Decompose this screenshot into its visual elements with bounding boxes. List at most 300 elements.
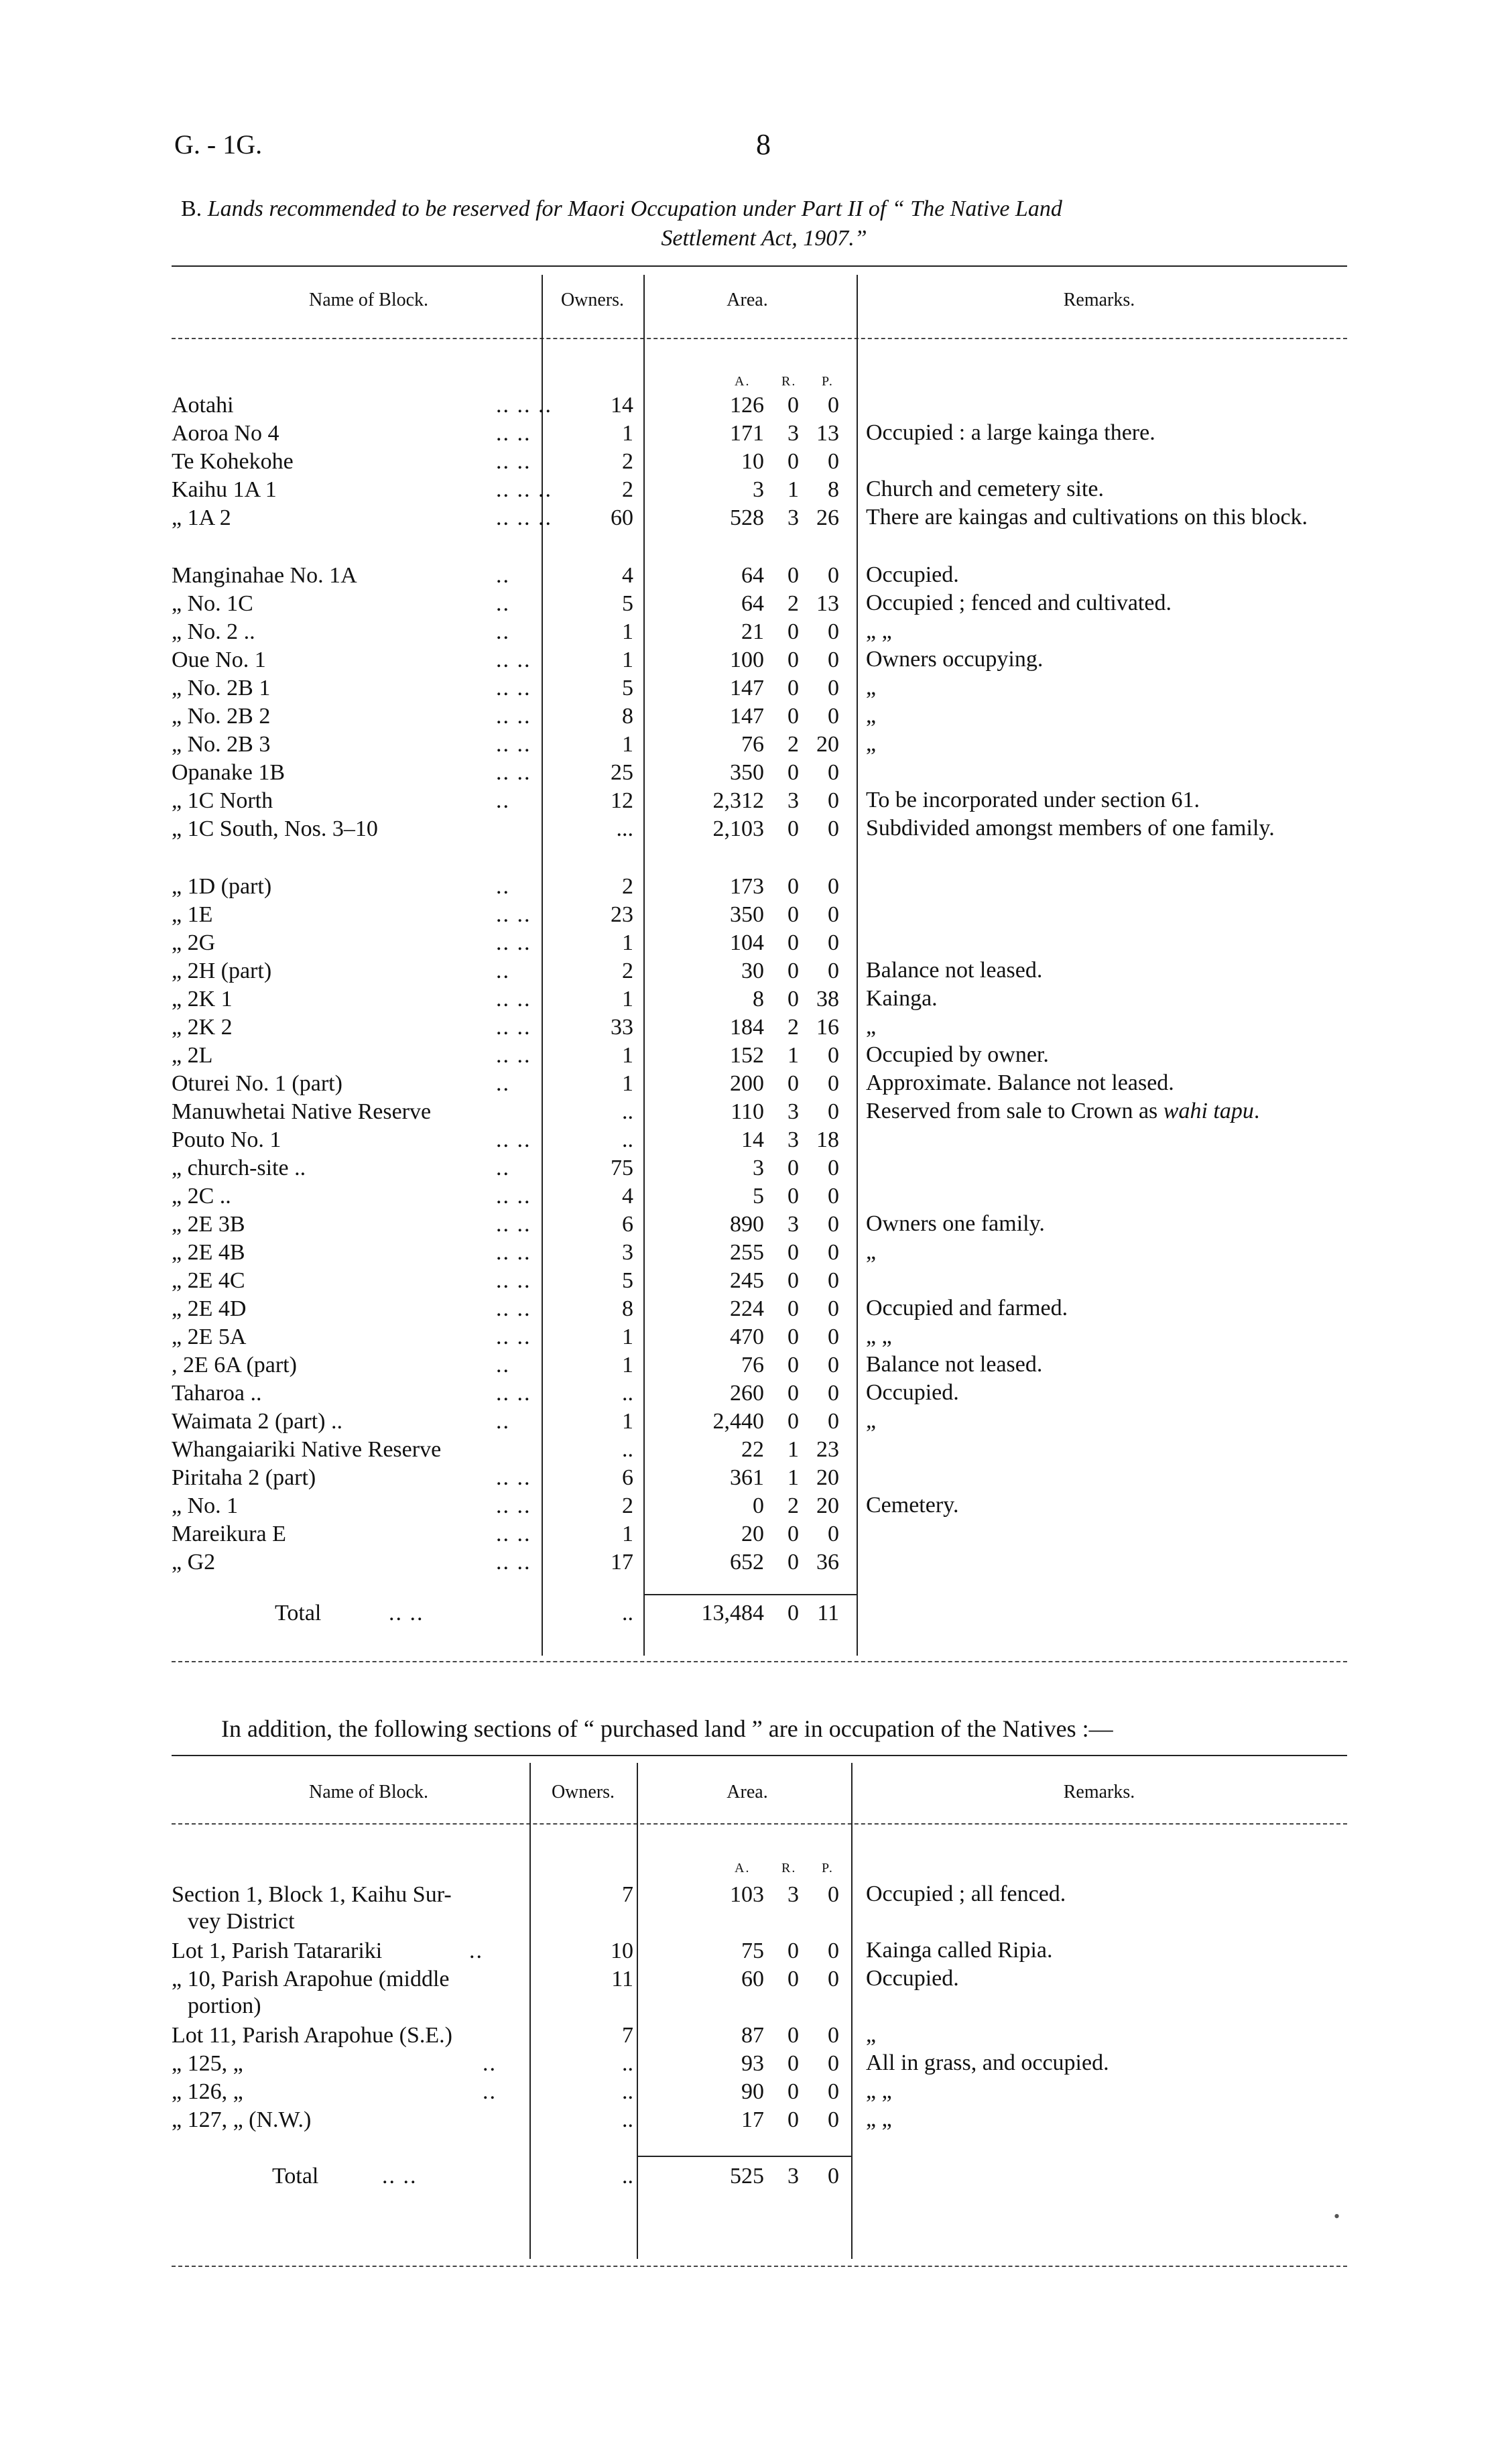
remarks-cell: „ bbox=[866, 675, 877, 700]
block-name: „ church-site .. bbox=[172, 1156, 306, 1180]
block-name: Whangaiariki Native Reserve bbox=[172, 1437, 442, 1462]
table-row bbox=[0, 1070, 1512, 1098]
area-acres: 21 bbox=[741, 619, 764, 644]
block-name: „ 2E 3B bbox=[172, 1212, 245, 1237]
remarks-cell: Occupied. bbox=[866, 1966, 959, 1991]
area-roods: 0 bbox=[788, 704, 799, 729]
block-name: „ 2K 2 bbox=[172, 1015, 233, 1040]
table2-bottom-rule bbox=[172, 2266, 1347, 2267]
area-acres: 5 bbox=[753, 1184, 764, 1209]
area-roods: 3 bbox=[788, 505, 799, 530]
area-roods: 3 bbox=[788, 1099, 799, 1124]
area-perches: 0 bbox=[828, 2107, 839, 2132]
remarks-cell: Kainga called Ripia. bbox=[866, 1938, 1053, 1963]
area-roods: 0 bbox=[788, 2107, 799, 2132]
total-roods: 0 bbox=[788, 1601, 799, 1625]
area-roods: 0 bbox=[788, 449, 799, 474]
area-roods: 0 bbox=[788, 1938, 799, 1963]
owners-cell: .. bbox=[622, 2051, 633, 2076]
area-perches: 26 bbox=[816, 505, 839, 530]
owners-cell: 1 bbox=[622, 1522, 633, 1546]
area-roods: 1 bbox=[788, 477, 799, 502]
leader-dots: .. .. bbox=[496, 1325, 531, 1349]
area-roods: 2 bbox=[788, 732, 799, 757]
remarks-cell: „ bbox=[866, 2022, 877, 2047]
area-acres: 76 bbox=[741, 1353, 764, 1377]
area-acres: 200 bbox=[730, 1071, 764, 1096]
remarks-cell: „ „ bbox=[866, 1324, 892, 1349]
area-acres: 22 bbox=[741, 1437, 764, 1462]
area-acres: 30 bbox=[741, 959, 764, 983]
area-perches: 0 bbox=[828, 1240, 839, 1265]
block-name-continuation: portion) bbox=[188, 1993, 261, 2018]
caption-text-line2: Settlement Act, 1907.” bbox=[661, 226, 867, 251]
block-name: „ 1E bbox=[172, 902, 213, 927]
area-roods: 0 bbox=[788, 563, 799, 588]
table2-col-name: Name of Block. bbox=[308, 1782, 429, 1802]
table-row bbox=[0, 1965, 1512, 2018]
block-name: , 2E 6A (part) bbox=[172, 1353, 297, 1377]
area-roods: 0 bbox=[788, 648, 799, 672]
owners-cell: 11 bbox=[611, 1967, 633, 1991]
leader-dots: .. .. bbox=[496, 760, 531, 785]
table-row bbox=[0, 957, 1512, 985]
area-roods: 0 bbox=[788, 1967, 799, 1991]
area-perches: 0 bbox=[828, 1071, 839, 1096]
table1-col-owners: Owners. bbox=[560, 290, 625, 310]
area-acres: 184 bbox=[730, 1015, 764, 1040]
leader-dots: .. .. bbox=[496, 1381, 531, 1406]
leader-dots: .. .. .. bbox=[496, 477, 552, 502]
area-roods: 1 bbox=[788, 1465, 799, 1490]
area-perches: 0 bbox=[828, 874, 839, 899]
area-roods: 0 bbox=[788, 959, 799, 983]
remarks-cell: Occupied : a large kainga there. bbox=[866, 420, 1155, 445]
remarks-cell: Balance not leased. bbox=[866, 1352, 1043, 1377]
area-acres: 20 bbox=[741, 1522, 764, 1546]
block-name: „ No. 1C bbox=[172, 591, 253, 616]
area-acres: 3 bbox=[753, 1156, 764, 1180]
owners-cell: 10 bbox=[611, 1938, 633, 1963]
area-roods: 0 bbox=[788, 393, 799, 418]
area-perches: 0 bbox=[828, 1353, 839, 1377]
remarks-cell: Approximate. Balance not leased. bbox=[866, 1070, 1174, 1095]
table-row bbox=[0, 929, 1512, 957]
block-name: Aotahi bbox=[172, 393, 234, 418]
area-roods: 3 bbox=[788, 1212, 799, 1237]
area-acres: 60 bbox=[741, 1967, 764, 1991]
table1-col-area: Area. bbox=[727, 290, 768, 310]
table-row bbox=[0, 1098, 1512, 1126]
table-row bbox=[0, 2106, 1512, 2134]
remarks-cell: Occupied and farmed. bbox=[866, 1296, 1068, 1320]
table-row bbox=[0, 2022, 1512, 2050]
area-acres: 361 bbox=[730, 1465, 764, 1490]
table-row bbox=[0, 1013, 1512, 1042]
area-perches: 0 bbox=[828, 816, 839, 841]
total-label: Total bbox=[272, 2164, 319, 2189]
remarks-cell: Balance not leased. bbox=[866, 958, 1043, 983]
table-row bbox=[0, 646, 1512, 674]
owners-cell: 6 bbox=[622, 1465, 633, 1490]
table1-total-rule bbox=[645, 1594, 857, 1595]
owners-cell: 1 bbox=[622, 987, 633, 1011]
owners-cell: 7 bbox=[622, 2023, 633, 2048]
area-perches: 36 bbox=[816, 1550, 839, 1575]
remarks-cell: Occupied by owner. bbox=[866, 1042, 1049, 1067]
block-name: Piritaha 2 (part) bbox=[172, 1465, 316, 1490]
owners-cell: .. bbox=[622, 1099, 633, 1124]
area-perches: 0 bbox=[828, 1381, 839, 1406]
table1-header-rule bbox=[172, 338, 1347, 339]
area-roods: 0 bbox=[788, 1522, 799, 1546]
area-acres: 528 bbox=[730, 505, 764, 530]
area-roods: 3 bbox=[788, 421, 799, 446]
area-perches: 0 bbox=[828, 393, 839, 418]
block-name: „ 2C .. bbox=[172, 1184, 231, 1209]
area-perches: 0 bbox=[828, 1296, 839, 1321]
area-acres: 76 bbox=[741, 732, 764, 757]
leader-dots: .. .. bbox=[496, 449, 531, 474]
table-row bbox=[0, 476, 1512, 504]
area-roods: 0 bbox=[788, 1184, 799, 1209]
table-row bbox=[0, 391, 1512, 420]
block-name: „ 126, „ bbox=[172, 2079, 243, 2104]
leader-dots: .. .. bbox=[496, 421, 531, 446]
area-acres: 93 bbox=[741, 2051, 764, 2076]
area-roods: 0 bbox=[788, 816, 799, 841]
block-name: Taharoa .. bbox=[172, 1381, 262, 1406]
table-row bbox=[0, 618, 1512, 646]
area-acres: 90 bbox=[741, 2079, 764, 2104]
leader-dots: .. .. bbox=[496, 676, 531, 700]
total-acres: 13,484 bbox=[701, 1601, 764, 1625]
area-perches: 0 bbox=[828, 788, 839, 813]
leader-dots: .. .. bbox=[496, 1184, 531, 1209]
owners-cell: 1 bbox=[622, 732, 633, 757]
area-roods: 1 bbox=[788, 1437, 799, 1462]
owners-cell: 2 bbox=[622, 1493, 633, 1518]
block-name: „ 2E 4C bbox=[172, 1268, 245, 1293]
area-perches: 0 bbox=[828, 676, 839, 700]
area-acres: 126 bbox=[730, 393, 764, 418]
leader-dots: .. bbox=[496, 591, 510, 616]
remarks-cell: Church and cemetery site. bbox=[866, 477, 1104, 501]
area-acres: 152 bbox=[730, 1043, 764, 1068]
block-name: Lot 11, Parish Arapohue (S.E.) bbox=[172, 2023, 452, 2048]
intro-paragraph: In addition, the following sections of “ purchased land ” are in occupation of the Natives :— bbox=[221, 1715, 1113, 1742]
area-acres: 260 bbox=[730, 1381, 764, 1406]
area-acres: 75 bbox=[741, 1938, 764, 1963]
leader-dots: .. .. bbox=[496, 1465, 531, 1490]
table-row bbox=[0, 1464, 1512, 1492]
remarks-cell: There are kaingas and cultivations on this block. bbox=[866, 505, 1308, 530]
table-row bbox=[0, 787, 1512, 815]
leader-dots: .. .. bbox=[496, 1127, 531, 1152]
block-name: „ 1C North bbox=[172, 788, 273, 813]
area-perches: 0 bbox=[828, 704, 839, 729]
remarks-cell: „ „ bbox=[866, 619, 892, 643]
block-name: Oturei No. 1 (part) bbox=[172, 1071, 342, 1096]
leader-dots: .. bbox=[483, 2051, 497, 2076]
area-perches: 0 bbox=[828, 1184, 839, 1209]
leader-dots: .. .. bbox=[496, 704, 531, 729]
area-perches: 38 bbox=[816, 987, 839, 1011]
table2-col-area: Area. bbox=[727, 1782, 768, 1802]
total-label: Total bbox=[275, 1601, 322, 1625]
block-name: Opanake 1B bbox=[172, 760, 286, 785]
area-perches: 0 bbox=[828, 760, 839, 785]
owners-cell: 3 bbox=[622, 1240, 633, 1265]
table-row bbox=[0, 590, 1512, 618]
unit-acres: A. bbox=[735, 1861, 751, 1875]
table-row bbox=[0, 1042, 1512, 1070]
leader-dots: .. bbox=[496, 788, 510, 813]
area-perches: 0 bbox=[828, 1938, 839, 1963]
block-name: „ 1C South, Nos. 3–10 bbox=[172, 816, 378, 841]
area-roods: 0 bbox=[788, 1409, 799, 1434]
table-row bbox=[0, 985, 1512, 1013]
area-perches: 13 bbox=[816, 421, 839, 446]
area-acres: 100 bbox=[730, 648, 764, 672]
area-roods: 0 bbox=[788, 2079, 799, 2104]
table-row bbox=[0, 1154, 1512, 1182]
area-perches: 20 bbox=[816, 732, 839, 757]
leader-dots: .. .. .. bbox=[496, 393, 552, 418]
table-row bbox=[0, 1126, 1512, 1154]
leader-dots: .. .. bbox=[496, 902, 531, 927]
area-perches: 0 bbox=[828, 648, 839, 672]
block-name: „ 2E 4B bbox=[172, 1240, 245, 1265]
block-name: Kaihu 1A 1 bbox=[172, 477, 277, 502]
area-roods: 0 bbox=[788, 902, 799, 927]
area-roods: 2 bbox=[788, 591, 799, 616]
owners-cell: 1 bbox=[622, 1043, 633, 1068]
remarks-cell: „ „ bbox=[866, 2079, 892, 2103]
owners-cell: 1 bbox=[622, 619, 633, 644]
block-name: Aoroa No 4 bbox=[172, 421, 279, 446]
area-perches: 0 bbox=[828, 1967, 839, 1991]
unit-roods: R. bbox=[781, 374, 797, 389]
area-roods: 0 bbox=[788, 1296, 799, 1321]
area-perches: 23 bbox=[816, 1437, 839, 1462]
area-perches: 18 bbox=[816, 1127, 839, 1152]
unit-perches: P. bbox=[822, 1861, 834, 1875]
table2-col-remarks: Remarks. bbox=[1063, 1782, 1135, 1802]
area-acres: 147 bbox=[730, 704, 764, 729]
owners-cell: 2 bbox=[622, 477, 633, 502]
area-perches: 0 bbox=[828, 2079, 839, 2104]
table-row bbox=[0, 1379, 1512, 1408]
area-roods: 1 bbox=[788, 1043, 799, 1068]
area-acres: 14 bbox=[741, 1127, 764, 1152]
leader-dots: .. .. bbox=[496, 1015, 531, 1040]
area-acres: 890 bbox=[730, 1212, 764, 1237]
owners-cell: 1 bbox=[622, 1353, 633, 1377]
remarks-cell: Occupied ; fenced and cultivated. bbox=[866, 591, 1172, 615]
table-row bbox=[0, 420, 1512, 448]
owners-cell: 5 bbox=[622, 591, 633, 616]
area-perches: 0 bbox=[828, 1325, 839, 1349]
total-leader-dots: .. .. bbox=[389, 1601, 424, 1625]
leader-dots: .. bbox=[496, 874, 510, 899]
area-perches: 0 bbox=[828, 930, 839, 955]
table-row bbox=[0, 674, 1512, 702]
area-perches: 0 bbox=[828, 1882, 839, 1907]
table2-top-rule bbox=[172, 1755, 1347, 1756]
total-acres: 525 bbox=[730, 2164, 764, 2189]
area-perches: 0 bbox=[828, 1212, 839, 1237]
area-acres: 350 bbox=[730, 902, 764, 927]
leader-dots: .. .. bbox=[496, 1240, 531, 1265]
owners-cell: 8 bbox=[622, 1296, 633, 1321]
table-row bbox=[0, 1492, 1512, 1520]
block-name: Oue No. 1 bbox=[172, 648, 266, 672]
owners-cell: 5 bbox=[622, 676, 633, 700]
owners-cell: 1 bbox=[622, 930, 633, 955]
table-row bbox=[0, 1239, 1512, 1267]
area-acres: 104 bbox=[730, 930, 764, 955]
remarks-cell: Reserved from sale to Crown as wahi tapu. bbox=[866, 1099, 1260, 1123]
area-perches: 0 bbox=[828, 563, 839, 588]
leader-dots: .. .. bbox=[496, 987, 531, 1011]
area-roods: 0 bbox=[788, 2023, 799, 2048]
leader-dots: .. bbox=[496, 1156, 510, 1180]
table-row bbox=[0, 1211, 1512, 1239]
area-acres: 103 bbox=[730, 1882, 764, 1907]
owners-cell: ... bbox=[616, 816, 633, 841]
table-row bbox=[0, 702, 1512, 731]
area-acres: 245 bbox=[730, 1268, 764, 1293]
owners-cell: 23 bbox=[611, 902, 633, 927]
area-acres: 17 bbox=[741, 2107, 764, 2132]
block-name: „ 2E 5A bbox=[172, 1325, 247, 1349]
leader-dots: .. bbox=[469, 1938, 483, 1963]
owners-cell: 33 bbox=[611, 1015, 633, 1040]
block-name: „ 2L bbox=[172, 1043, 213, 1068]
area-acres: 64 bbox=[741, 563, 764, 588]
owners-cell: 5 bbox=[622, 1268, 633, 1293]
area-acres: 652 bbox=[730, 1550, 764, 1575]
owners-cell: 2 bbox=[622, 449, 633, 474]
area-acres: 171 bbox=[730, 421, 764, 446]
area-roods: 0 bbox=[788, 1071, 799, 1096]
remarks-cell: Cemetery. bbox=[866, 1493, 959, 1518]
leader-dots: .. bbox=[496, 1353, 510, 1377]
block-name: „ 1A 2 bbox=[172, 505, 231, 530]
caption-label: B. bbox=[181, 196, 202, 221]
leader-dots: .. bbox=[496, 1071, 510, 1096]
leader-dots: .. .. bbox=[496, 1268, 531, 1293]
area-perches: 0 bbox=[828, 1522, 839, 1546]
area-perches: 16 bbox=[816, 1015, 839, 1040]
block-name: „ 2K 1 bbox=[172, 987, 233, 1011]
area-perches: 20 bbox=[816, 1465, 839, 1490]
table-row bbox=[0, 901, 1512, 929]
table-row bbox=[0, 1295, 1512, 1323]
leader-dots: .. bbox=[483, 2079, 497, 2104]
table-row bbox=[0, 873, 1512, 901]
owners-cell: 1 bbox=[622, 1409, 633, 1434]
area-acres: 470 bbox=[730, 1325, 764, 1349]
remarks-cell: „ bbox=[866, 1408, 877, 1433]
area-perches: 0 bbox=[828, 1043, 839, 1068]
leader-dots: .. .. bbox=[496, 1522, 531, 1546]
table1-total-row bbox=[0, 1599, 1512, 1627]
area-acres: 2,103 bbox=[712, 816, 764, 841]
table2-total-rule bbox=[638, 2156, 851, 2157]
block-name: Te Kohekohe bbox=[172, 449, 294, 474]
table-row bbox=[0, 2078, 1512, 2106]
total-owners: .. bbox=[622, 1601, 633, 1625]
area-roods: 0 bbox=[788, 1268, 799, 1293]
leader-dots: .. bbox=[496, 959, 510, 983]
remarks-cell: „ „ bbox=[866, 2107, 892, 2132]
owners-cell: 1 bbox=[622, 421, 633, 446]
block-name: Manginahae No. 1A bbox=[172, 563, 357, 588]
area-perches: 0 bbox=[828, 902, 839, 927]
table2-total-row bbox=[0, 2162, 1512, 2191]
area-roods: 0 bbox=[788, 676, 799, 700]
remarks-cell: „ bbox=[866, 731, 877, 756]
table1-top-rule bbox=[172, 265, 1347, 267]
area-acres: 147 bbox=[730, 676, 764, 700]
area-acres: 3 bbox=[753, 477, 764, 502]
block-name: Manuwhetai Native Reserve bbox=[172, 1099, 432, 1124]
table-row bbox=[0, 1520, 1512, 1548]
area-perches: 0 bbox=[828, 619, 839, 644]
block-name: Lot 1, Parish Tatarariki bbox=[172, 1938, 383, 1963]
area-acres: 8 bbox=[753, 987, 764, 1011]
block-name: „ No. 2B 1 bbox=[172, 676, 271, 700]
caption-text-line1: Lands recommended to be reserved for Maori Occupation under Part II of “ The Native Land bbox=[207, 196, 1062, 221]
area-acres: 87 bbox=[741, 2023, 764, 2048]
area-perches: 0 bbox=[828, 1156, 839, 1180]
block-name: „ 127, „ (N.W.) bbox=[172, 2107, 312, 2132]
area-perches: 0 bbox=[828, 1099, 839, 1124]
block-name: Mareikura E bbox=[172, 1522, 286, 1546]
table2-header-rule bbox=[172, 1823, 1347, 1825]
owners-cell: 6 bbox=[622, 1212, 633, 1237]
block-name: „ G2 bbox=[172, 1550, 216, 1575]
owners-cell: 2 bbox=[622, 874, 633, 899]
owners-cell: 12 bbox=[611, 788, 633, 813]
owners-cell: 4 bbox=[622, 563, 633, 588]
leader-dots: .. .. bbox=[496, 732, 531, 757]
area-roods: 3 bbox=[788, 1882, 799, 1907]
owners-cell: .. bbox=[622, 1381, 633, 1406]
block-name: „ No. 2 .. bbox=[172, 619, 255, 644]
unit-perches: P. bbox=[822, 374, 834, 389]
leader-dots: .. .. bbox=[496, 648, 531, 672]
document-reference: G. - 1G. bbox=[174, 129, 263, 160]
remarks-cell: Kainga. bbox=[866, 986, 938, 1011]
table-row bbox=[0, 731, 1512, 759]
leader-dots: .. .. bbox=[496, 930, 531, 955]
area-roods: 0 bbox=[788, 1325, 799, 1349]
area-perches: 0 bbox=[828, 959, 839, 983]
owners-cell: 7 bbox=[622, 1882, 633, 1907]
unit-roods: R. bbox=[781, 1861, 797, 1875]
area-roods: 0 bbox=[788, 1381, 799, 1406]
owners-cell: 2 bbox=[622, 959, 633, 983]
area-roods: 0 bbox=[788, 930, 799, 955]
remarks-cell: All in grass, and occupied. bbox=[866, 2050, 1109, 2075]
owners-cell: 17 bbox=[611, 1550, 633, 1575]
table-row bbox=[0, 1937, 1512, 1965]
owners-cell: .. bbox=[622, 1437, 633, 1462]
block-name: „ 1D (part) bbox=[172, 874, 272, 899]
